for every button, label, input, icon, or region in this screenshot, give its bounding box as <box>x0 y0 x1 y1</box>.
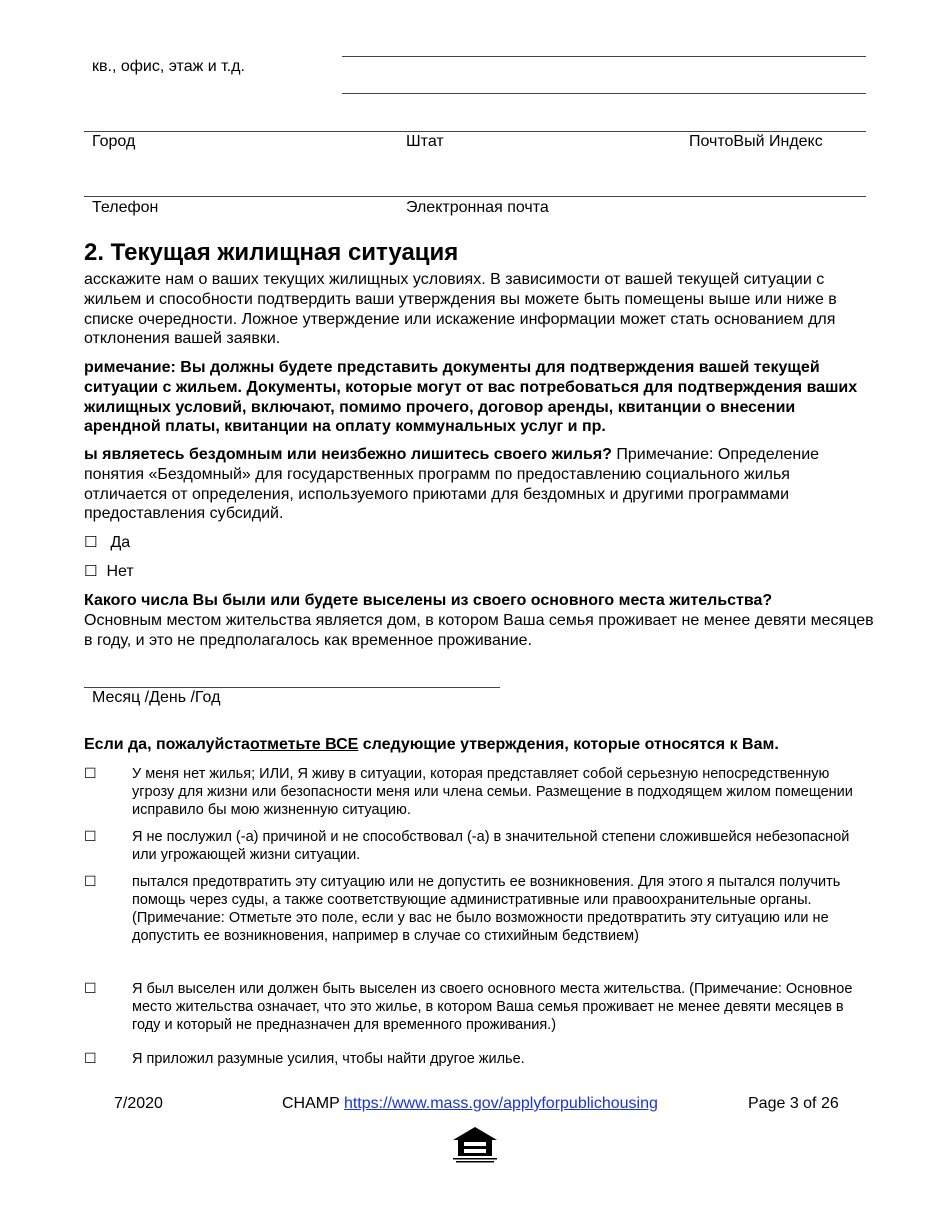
eviction-question <box>84 591 874 650</box>
checklist-item-text: Я не послужил (-а) причиной и не способствовал (-а) в значительной степени сложившейся небезопасной или угрожающей жизни ситуации. <box>132 829 850 863</box>
checklist-intro-underlined: отметьте ВСЕ <box>249 736 359 753</box>
checkbox-icon[interactable]: ☐ <box>84 829 97 845</box>
apt-line-top <box>342 56 866 57</box>
section-note: римечание: Вы должны будете представить документы для подтверждения вашей текущей ситуации с жильем. Документы, которые могут от вас потребоваться для подтверждения ваших жилищных условий, включают, помимо прочего, договор аренды, квитанции о внесении арендной платы, квитанции на оплату коммунальных услуг и пр. <box>84 359 858 436</box>
checklist-item-text: У меня нет жилья; ИЛИ, Я живу в ситуации, которая представляет собой серьезную непосредственную угрозу для жизни или безопасности меня или члена семьи. Размещение в подходящем жилом помещении исправило бы мою жизненную ситуацию. <box>132 766 853 818</box>
city-line[interactable] <box>84 131 866 132</box>
checklist-intro <box>84 735 874 755</box>
city-label: Город <box>92 133 136 150</box>
homeless-question <box>84 445 874 524</box>
zip-label: ПочтоВый Индекс <box>689 133 823 150</box>
phone-line[interactable] <box>84 196 866 197</box>
equal-housing-icon <box>450 1126 500 1166</box>
checkbox-icon[interactable]: ☐ <box>84 562 98 580</box>
checkbox-icon[interactable]: ☐ <box>84 766 97 782</box>
checklist-intro-end: следующие утверждения, которые относятся к Вам. <box>358 736 779 753</box>
eviction-date-label: Месяц /День /Год <box>92 689 221 706</box>
apt-input-line[interactable] <box>342 93 866 94</box>
footer-champ-label: CHAMP <box>282 1095 344 1112</box>
checkbox-icon[interactable]: ☐ <box>84 874 97 890</box>
homeless-question-note: Примечание: Определение понятия «Бездомный» для государственных программ по предоставлению социального жилья отличается от определения, используемого приютами для бездомных и другими программами предоставления субсидий. <box>84 446 820 523</box>
checkbox-icon[interactable]: ☐ <box>84 1051 97 1067</box>
phone-label: Телефон <box>92 199 159 216</box>
homeless-no-option[interactable] <box>84 562 134 581</box>
eviction-question-text: Какого числа Вы были или будете выселены из своего основного места жительства? <box>84 592 773 609</box>
checklist-item-text: Я был выселен или должен быть выселен из своего основного места жительства. (Примечание: Основное место жительства означает, что это жилье, в котором Ваша семья проживает не менее девяти месяцев в году и который не предназначен для временного проживания.) <box>132 981 853 1033</box>
equal-housing-logo-svg <box>450 1126 500 1166</box>
footer-date: 7/2020 <box>114 1095 163 1112</box>
checkbox-icon[interactable]: ☐ <box>84 981 97 997</box>
footer-page-number: Page 3 of 26 <box>748 1095 839 1112</box>
footer-champ <box>282 1095 658 1113</box>
section-intro: асскажите нам о ваших текущих жилищных условиях. В зависимости от вашей текущей ситуации с жильем и способности подтвердить ваши утверждения вы можете быть помещены выше или ниже в списке очередности. Ложное утверждение или искажение информации может стать основанием для отклонения вашей заявки. <box>84 271 837 348</box>
eviction-question-note: Основным местом жительства является дом, в котором Ваша семья проживает не менее девяти месяцев в году, и это не предполагалось как временное проживание. <box>84 611 874 649</box>
homeless-question-text: ы являетесь бездомным или неизбежно лишитесь своего жилья? <box>84 446 612 463</box>
state-label: Штат <box>406 133 444 150</box>
footer-url-link[interactable]: https://www.mass.gov/applyforpublichousing <box>343 1095 658 1112</box>
checklist-intro-start: Если да, пожалуйста <box>84 736 250 753</box>
eviction-date-input-line[interactable] <box>84 687 500 688</box>
checkbox-icon[interactable]: ☐ <box>84 533 98 551</box>
homeless-yes-option[interactable] <box>84 533 130 552</box>
homeless-no-label: Нет <box>106 563 134 580</box>
checklist-item-text: пытался предотвратить эту ситуацию или не допустить ее возникновения. Для этого я пытался получить помощь через суды, а также соответствующие административные или правоохранительные органы. (Примечание: Отметьте это поле, если у вас не было возможности предотвратить эту ситуацию или не допустить ее возникновения, например в случае со стихийным бедствием) <box>132 874 841 944</box>
section-title: 2. Текущая жилищная ситуация <box>84 239 459 266</box>
apt-label: кв., офис, этаж и т.д. <box>92 58 245 75</box>
checklist-item-text: Я приложил разумные усилия, чтобы найти другое жилье. <box>132 1051 525 1067</box>
email-label: Электронная почта <box>406 199 549 216</box>
homeless-yes-label: Да <box>110 534 131 551</box>
